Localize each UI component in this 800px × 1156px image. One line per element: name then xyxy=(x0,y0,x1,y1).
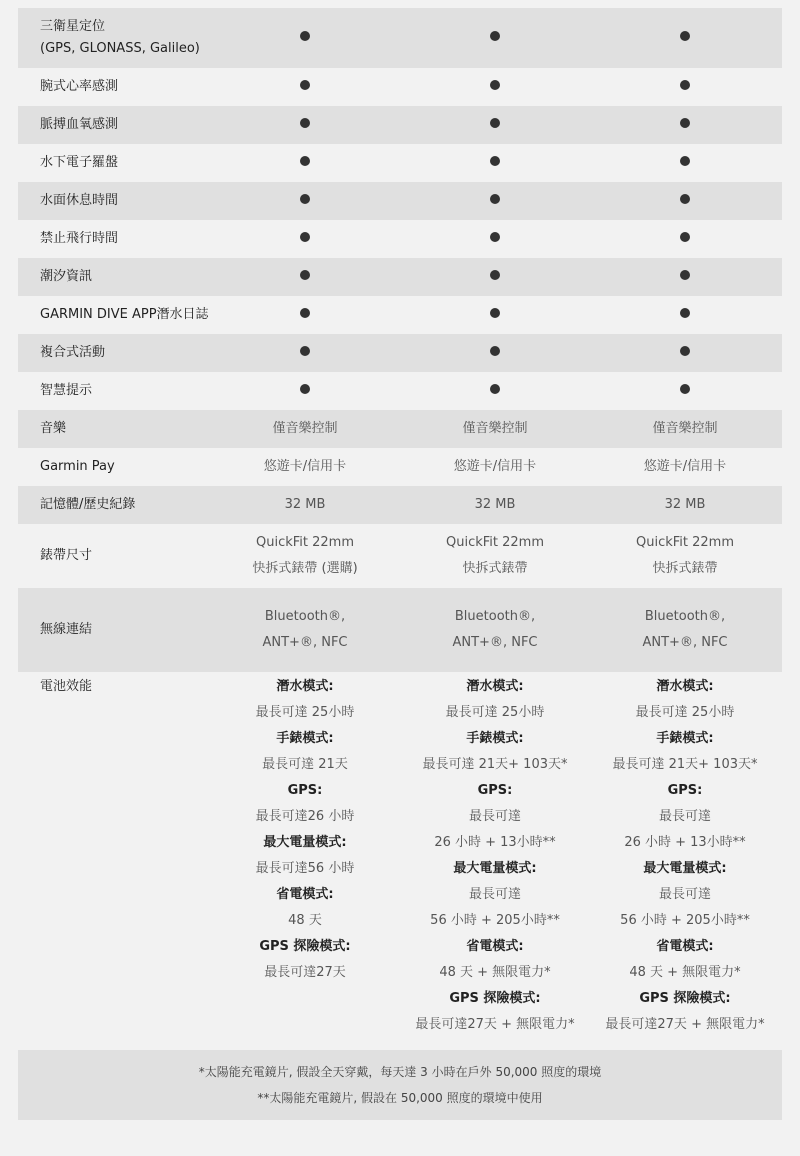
table-cell xyxy=(590,188,780,214)
battery-mode-value: 26 小時 + 13小時** xyxy=(624,835,746,850)
table-row xyxy=(18,106,782,144)
battery-mode-value: 最長可達 xyxy=(468,887,521,902)
table-cell xyxy=(400,25,590,51)
battery-mode-value: 最長可達 21天+ 103天* xyxy=(612,757,758,772)
table-cell xyxy=(590,264,780,290)
row-label: 潮汐資訊 xyxy=(40,269,93,284)
row-label: 脈搏血氧感測 xyxy=(40,117,119,132)
table-cell xyxy=(590,226,780,252)
cell-text: QuickFit 22mm xyxy=(445,535,544,550)
battery-mode-heading: GPS: xyxy=(287,783,323,798)
table-cell xyxy=(590,530,780,582)
feature-dot-icon xyxy=(490,232,500,242)
cell-text: Bluetooth®, xyxy=(454,609,536,624)
battery-mode-value: 最長可達26 小時 xyxy=(255,809,355,824)
cell-text: ANT+®, NFC xyxy=(452,635,538,650)
table-cell xyxy=(210,112,400,138)
table-cell xyxy=(400,340,590,366)
row-label: 記憶體/歷史紀錄 xyxy=(40,497,136,512)
feature-dot-icon xyxy=(490,346,500,356)
feature-dot-icon xyxy=(680,346,690,356)
cell-text: 悠遊卡/信用卡 xyxy=(643,459,727,474)
battery-mode-value: 48 天 + 無限電力* xyxy=(439,965,551,980)
battery-mode-heading: 潛水模式: xyxy=(656,679,714,694)
feature-dot-icon xyxy=(300,194,310,204)
battery-mode-heading: GPS: xyxy=(667,783,703,798)
table-cell xyxy=(400,302,590,328)
battery-mode-heading: 手錶模式: xyxy=(656,731,714,746)
row-label-line: 三衛星定位 xyxy=(40,19,106,34)
row-label: 腕式心率感測 xyxy=(40,79,119,94)
battery-mode-value: 最長可達56 小時 xyxy=(255,861,355,876)
table-cell xyxy=(400,264,590,290)
table-cell xyxy=(210,340,400,366)
cell-text: 快拆式錶帶 xyxy=(652,561,718,576)
table-cell xyxy=(590,378,780,404)
table-cell xyxy=(400,112,590,138)
table-cell xyxy=(210,74,400,100)
cell-text: 僅音樂控制 xyxy=(462,421,528,436)
table-row xyxy=(18,588,782,672)
table-cell xyxy=(400,454,590,480)
footnote-solar: *太陽能充電鏡片, 假設全天穿戴，每天達 3 小時在戶外 50,000 照度的環境 xyxy=(198,1065,602,1079)
battery-mode-heading: 潛水模式: xyxy=(466,679,524,694)
cell-text: 悠遊卡/信用卡 xyxy=(453,459,537,474)
table-cell xyxy=(210,378,400,404)
table-row xyxy=(18,8,782,68)
feature-dot-icon xyxy=(300,31,310,41)
cell-text: Bluetooth®, xyxy=(644,609,726,624)
table-cell xyxy=(210,416,400,442)
battery-mode-heading: 省電模式: xyxy=(656,939,714,954)
battery-mode-heading: GPS 探險模式: xyxy=(639,991,731,1006)
table-row xyxy=(18,524,782,588)
feature-dot-icon xyxy=(300,80,310,90)
table-cell xyxy=(590,74,780,100)
battery-mode-value: 最長可達 xyxy=(658,809,711,824)
footnote-solar-lux: **太陽能充電鏡片, 假設在 50,000 照度的環境中使用 xyxy=(257,1091,543,1105)
battery-mode-heading: GPS 探險模式: xyxy=(259,939,351,954)
row-label: 音樂 xyxy=(40,421,67,436)
table-cell xyxy=(590,416,780,442)
cell-text: 32 MB xyxy=(284,497,326,512)
battery-mode-value: 最長可達 xyxy=(468,809,521,824)
table-cell xyxy=(400,416,590,442)
feature-dot-icon xyxy=(300,270,310,280)
battery-mode-heading: 手錶模式: xyxy=(466,731,524,746)
feature-dot-icon xyxy=(490,31,500,41)
table-cell xyxy=(400,74,590,100)
battery-mode-heading: 潛水模式: xyxy=(276,679,334,694)
battery-mode-value: 26 小時 + 13小時** xyxy=(434,835,556,850)
table-cell xyxy=(590,340,780,366)
battery-mode-value: 56 小時 + 205小時** xyxy=(620,913,750,928)
table-cell xyxy=(210,302,400,328)
feature-dot-icon xyxy=(490,270,500,280)
battery-cell xyxy=(590,674,780,1038)
table-row xyxy=(18,68,782,106)
feature-dot-icon xyxy=(490,118,500,128)
table-cell xyxy=(210,188,400,214)
cell-text: ANT+®, NFC xyxy=(262,635,348,650)
table-cell xyxy=(590,112,780,138)
table-cell xyxy=(210,604,400,656)
feature-dot-icon xyxy=(300,384,310,394)
table-cell xyxy=(400,604,590,656)
table-cell xyxy=(590,150,780,176)
table-cell xyxy=(590,492,780,518)
battery-mode-value: 最長可達 25小時 xyxy=(445,705,545,720)
footnotes xyxy=(18,1050,782,1120)
table-row xyxy=(18,448,782,486)
feature-dot-icon xyxy=(680,384,690,394)
battery-mode-value: 最長可達27天 + 無限電力* xyxy=(605,1017,765,1032)
comparison-table xyxy=(18,8,782,1040)
battery-mode-heading: 手錶模式: xyxy=(276,731,334,746)
table-row xyxy=(18,334,782,372)
table-cell xyxy=(590,604,780,656)
cell-text: QuickFit 22mm xyxy=(255,535,354,550)
table-row xyxy=(18,410,782,448)
feature-dot-icon xyxy=(300,308,310,318)
row-label: 無線連結 xyxy=(40,622,93,637)
feature-dot-icon xyxy=(680,194,690,204)
feature-dot-icon xyxy=(300,156,310,166)
battery-mode-value: 最長可達27天 xyxy=(264,965,346,980)
battery-mode-value: 48 天 + 無限電力* xyxy=(629,965,741,980)
cell-text: 快拆式錶帶 xyxy=(462,561,528,576)
row-label: 錶帶尺寸 xyxy=(40,548,93,563)
battery-mode-value: 最長可達 21天 xyxy=(262,757,348,772)
table-row xyxy=(18,296,782,334)
feature-dot-icon xyxy=(300,118,310,128)
cell-text: ANT+®, NFC xyxy=(642,635,728,650)
battery-cell xyxy=(210,674,400,986)
battery-cell xyxy=(400,674,590,1038)
table-row xyxy=(18,372,782,410)
table-cell xyxy=(210,530,400,582)
feature-dot-icon xyxy=(490,80,500,90)
feature-dot-icon xyxy=(490,156,500,166)
table-cell xyxy=(210,492,400,518)
row-label: 水面休息時間 xyxy=(40,193,119,208)
table-cell xyxy=(210,264,400,290)
battery-mode-value: 56 小時 + 205小時** xyxy=(430,913,560,928)
battery-mode-value: 最長可達 25小時 xyxy=(255,705,355,720)
table-cell xyxy=(590,25,780,51)
row-label: 智慧提示 xyxy=(40,383,93,398)
table-cell xyxy=(210,226,400,252)
table-row xyxy=(18,258,782,296)
table-cell xyxy=(400,226,590,252)
table-row xyxy=(18,182,782,220)
battery-mode-heading: 省電模式: xyxy=(466,939,524,954)
row-label: 複合式活動 xyxy=(40,345,106,360)
cell-text: QuickFit 22mm xyxy=(635,535,734,550)
battery-mode-heading: 最大電量模式: xyxy=(643,861,727,876)
feature-dot-icon xyxy=(680,232,690,242)
cell-text: 僅音樂控制 xyxy=(272,421,338,436)
feature-dot-icon xyxy=(680,80,690,90)
cell-text: 32 MB xyxy=(664,497,706,512)
battery-mode-heading: GPS 探險模式: xyxy=(449,991,541,1006)
table-cell xyxy=(400,150,590,176)
table-row xyxy=(18,144,782,182)
cell-text: 快拆式錶帶 (選購) xyxy=(252,561,358,576)
battery-mode-heading: 省電模式: xyxy=(276,887,334,902)
battery-mode-heading: GPS: xyxy=(477,783,513,798)
feature-dot-icon xyxy=(680,270,690,280)
row-label: 禁止飛行時間 xyxy=(40,231,119,246)
battery-mode-value: 最長可達27天 + 無限電力* xyxy=(415,1017,575,1032)
feature-dot-icon xyxy=(490,384,500,394)
row-label xyxy=(18,16,210,60)
feature-dot-icon xyxy=(490,308,500,318)
battery-mode-heading: 最大電量模式: xyxy=(263,835,347,850)
feature-dot-icon xyxy=(680,156,690,166)
feature-dot-icon xyxy=(300,346,310,356)
feature-dot-icon xyxy=(300,232,310,242)
feature-dot-icon xyxy=(680,31,690,41)
feature-dot-icon xyxy=(680,118,690,128)
row-label: 水下電子羅盤 xyxy=(40,155,119,170)
cell-text: 悠遊卡/信用卡 xyxy=(263,459,347,474)
table-row xyxy=(18,486,782,524)
table-cell xyxy=(400,530,590,582)
row-label: Garmin Pay xyxy=(40,459,115,474)
table-cell xyxy=(210,454,400,480)
cell-text: 32 MB xyxy=(474,497,516,512)
table-cell xyxy=(400,378,590,404)
row-label: 電池效能 xyxy=(40,679,93,694)
table-cell xyxy=(590,454,780,480)
row-label: GARMIN DIVE APP潛水日誌 xyxy=(40,307,209,322)
battery-mode-value: 最長可達 xyxy=(658,887,711,902)
table-cell xyxy=(210,25,400,51)
feature-dot-icon xyxy=(490,194,500,204)
table-row xyxy=(18,220,782,258)
table-cell xyxy=(590,302,780,328)
table-cell xyxy=(400,492,590,518)
battery-row xyxy=(18,672,782,1040)
cell-text: Bluetooth®, xyxy=(264,609,346,624)
battery-mode-value: 最長可達 21天+ 103天* xyxy=(422,757,568,772)
cell-text: 僅音樂控制 xyxy=(652,421,718,436)
battery-mode-value: 最長可達 25小時 xyxy=(635,705,735,720)
row-label-line: (GPS, GLONASS, Galileo) xyxy=(40,41,200,56)
feature-dot-icon xyxy=(680,308,690,318)
table-cell xyxy=(210,150,400,176)
battery-mode-value: 48 天 xyxy=(288,913,322,928)
table-cell xyxy=(400,188,590,214)
battery-mode-heading: 最大電量模式: xyxy=(453,861,537,876)
